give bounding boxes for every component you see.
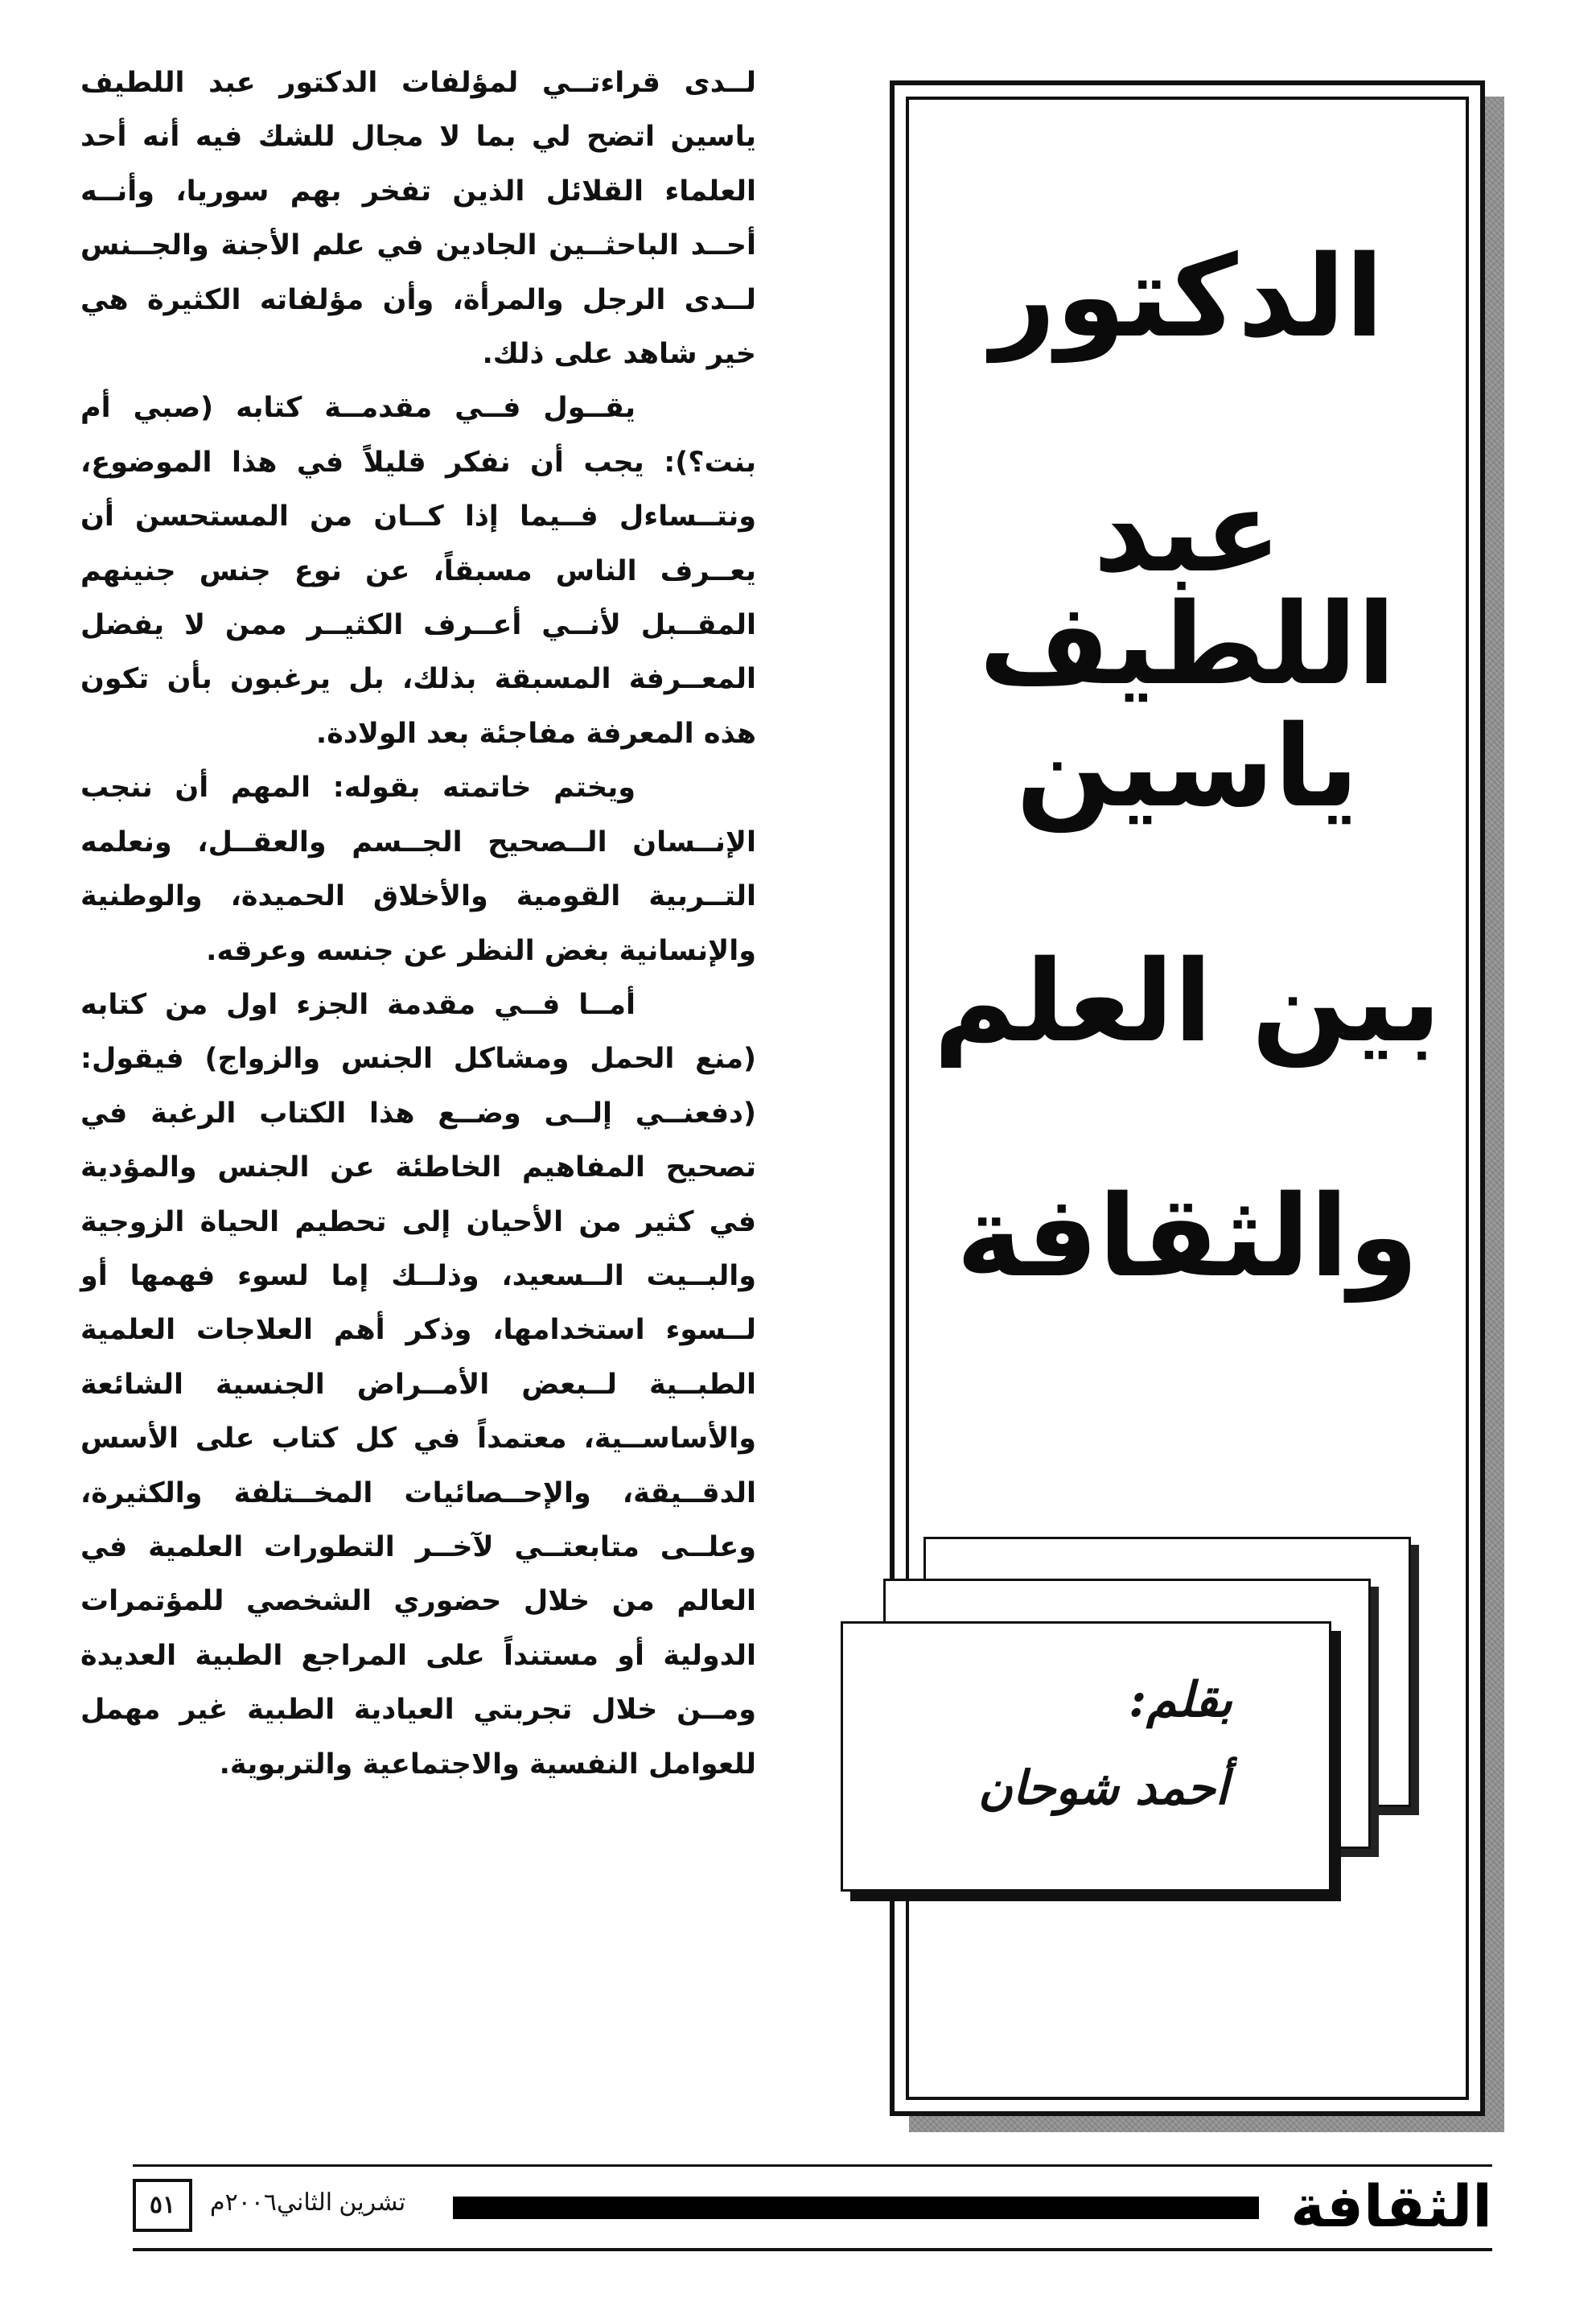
page-number: ٥١ — [133, 2179, 192, 2232]
footer-rule — [133, 2248, 1492, 2251]
footer-rule — [133, 2164, 1492, 2167]
title-line: بين العلم — [933, 937, 1442, 1068]
footer-bar — [453, 2197, 1259, 2219]
title-line: الدكتور — [990, 232, 1384, 363]
article-title — [890, 232, 1485, 1416]
magazine-logo: الثقافة — [1290, 2172, 1492, 2240]
author-name: أحمد شوحان — [978, 1760, 1228, 1815]
byline-label: بقلم: — [1129, 1672, 1232, 1728]
article-paragraph: أمــا فــي مقدمة الجزء اول من كتابه (منع الحمل ومشاكل الجنس والزواج) فيقول: (دفعنــي إلــى وضــع هذا الكتاب الرغبة في تصحيح المفاهيم الخاطئة عن الجنس والمؤدية في كثير من الأحيان إلى تحطيم الحياة الزوجية والبــيت الــسعيد، وذلــك إما لسوء فهمها أو لــسوء استخدامها، وذكر أهم العلاجات العلمية الطبــية لــبعض الأمــراض الجنسية الشائعة والأساســية، معتمداً في كل كتاب على الأسس الدقــيقة، والإحــصائيات المخــتلفة والكثيرة، وعلــى متابعتــي لآخــر التطورات العلمية في العالم من خلال حضوري الشخصي للمؤتمرات الدولية أو مستنداً على المراجع الطبية العديدة ومــن خلال تجربتي العيادية الطبية غير مهمل للعوامل النفسية والاجتماعية والتربوية. — [80, 988, 756, 1781]
author-card — [841, 1621, 1331, 1892]
title-line: عبد اللطيف — [979, 467, 1396, 710]
title-line: والثقافة — [956, 1171, 1419, 1303]
title-line: ياسين — [1016, 702, 1359, 833]
article-paragraph: يقــول فــي مقدمــة كتابه (صبي أم بنت؟): يجب أن نفكر قليلاً في هذا الموضوع، ونتــساءل فــيما إذا كــان من المستحسن أن يعــرف الناس مسبقاً، عن نوع جنس جنينهم المقــبل لأنــي أعــرف الكثيــر ممن لا يفضل المعــرفة المسبقة بذلك، بل يرغبون بأن تكون هذه المعرفة مفاجئة بعد الولادة. — [80, 392, 756, 750]
issue-date: تشرين الثاني٢٠٠٦م — [210, 2189, 406, 2216]
article-paragraph: لــدى قراءتــي لمؤلفات الدكتور عبد اللطيف ياسين اتضح لي بما لا مجال للشك فيه أنه أحد العلماء القلائل الذين تفخر بهم سوريا، وأنــه أحــد الباحثــين الجادين في علم الأجنة والجــنس لــدى الرجل والمرأة، وأن مؤلفاته الكثيرة هي خير شاهد على ذلك. — [80, 67, 756, 371]
article-body — [80, 56, 756, 1792]
page-footer — [133, 2164, 1492, 2240]
article-paragraph: ويختم خاتمته بقوله: المهم أن ننجب الإنــسان الــصحيح الجــسم والعقــل، ونعلمه التــربية القومية والأخلاق الحميدة، والوطنية والإنسانية بغض النظر عن جنسه وعرقه. — [80, 772, 756, 967]
